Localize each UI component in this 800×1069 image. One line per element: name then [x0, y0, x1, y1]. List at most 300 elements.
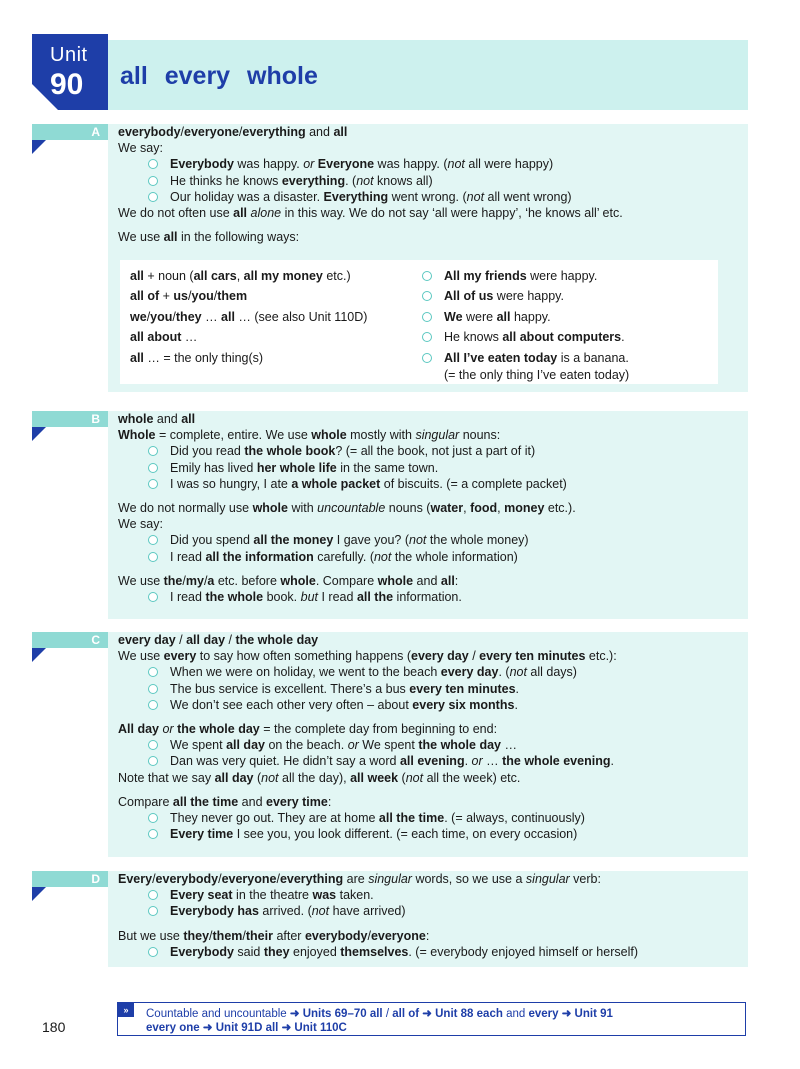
text-run: after	[272, 928, 305, 943]
text-run: we	[130, 309, 147, 324]
text-run: her whole life	[256, 460, 337, 475]
explanation-text	[118, 205, 738, 221]
text-run: /	[180, 125, 185, 139]
bullet-circle-icon	[148, 829, 158, 839]
usage-pattern	[130, 286, 420, 306]
text-run: Every	[118, 872, 153, 886]
text-run: everyone	[184, 125, 239, 139]
text-run: all of	[130, 289, 160, 304]
text-run: in this way. We do not say ‘all were happy’, ‘he knows all’ etc.	[281, 206, 623, 221]
example-sentence	[118, 903, 738, 919]
example-sentence	[118, 443, 738, 459]
text-run: whole	[252, 501, 288, 516]
text-run: ➜ Unit 110C	[281, 1022, 347, 1034]
text-run: /	[175, 633, 187, 647]
text-run: enjoyed	[289, 944, 341, 959]
text-run: I read	[318, 590, 357, 605]
text-run: We spent	[358, 738, 419, 753]
text-run: = the complete day from beginning to end:	[259, 722, 498, 737]
text-run: etc.):	[585, 649, 617, 664]
bullet-circle-icon	[148, 446, 158, 456]
usage-pattern	[130, 348, 420, 368]
text-run: ,	[236, 269, 244, 283]
text-run: every day	[440, 665, 499, 680]
text-run: We say:	[118, 141, 163, 156]
text-run: information.	[393, 590, 462, 605]
explanation-text	[118, 427, 738, 443]
spacer	[118, 713, 738, 721]
text-run: not	[311, 904, 330, 919]
text-run: …	[482, 754, 503, 769]
text-run: to say how often something happens (	[196, 649, 412, 664]
bullet-circle-icon	[148, 192, 158, 202]
badge-corner	[32, 84, 58, 110]
bullet-circle-icon	[148, 176, 158, 186]
bullet-circle-icon	[148, 700, 158, 710]
text-run: All I’ve eaten today	[444, 350, 558, 365]
text-run: They never go out. They are at home	[170, 811, 379, 826]
text-run: but	[300, 590, 319, 605]
unit-label: Unit	[50, 44, 88, 66]
text-run: Did you read	[170, 444, 245, 459]
text-run: ➜ Unit 91	[561, 1008, 613, 1020]
text-run: . (= always, continuously)	[444, 811, 585, 826]
text-run: Compare	[118, 794, 173, 809]
bullet-circle-icon	[148, 740, 158, 750]
text-run: was happy. (	[374, 157, 448, 172]
text-run: every day	[118, 633, 176, 647]
example-sentence	[118, 753, 738, 769]
text-run: not	[405, 770, 424, 785]
text-run: not	[447, 157, 465, 172]
explanation-text	[118, 794, 738, 810]
page-title: all every whole	[120, 62, 318, 90]
text-run: ➜ Unit 91D	[202, 1022, 263, 1034]
text-run: Everything	[323, 189, 389, 204]
explanation-text	[118, 140, 738, 156]
text-run: every six months	[412, 697, 515, 712]
spacer	[118, 786, 738, 794]
spacer	[118, 920, 738, 928]
cross-reference-line[interactable]	[146, 1006, 613, 1020]
text-run: Everyone	[317, 157, 375, 172]
text-run: you	[191, 289, 214, 304]
text-run: /	[146, 309, 151, 324]
text-run: . Compare	[315, 573, 378, 588]
text-run: not	[409, 533, 427, 548]
text-run: :	[454, 573, 459, 588]
text-run: .	[514, 697, 518, 712]
text-run: words, so we use a	[411, 872, 526, 886]
explanation-text	[118, 721, 738, 737]
text-run: all days)	[526, 665, 577, 680]
text-run: /	[367, 928, 371, 943]
text-run: each	[476, 1008, 503, 1020]
bullet-circle-icon	[422, 332, 432, 342]
text-run: book.	[263, 590, 301, 605]
text-run: went wrong. (	[388, 189, 467, 204]
explanation-text	[118, 500, 738, 516]
text-run: all week	[350, 770, 399, 785]
text-run: all day	[214, 770, 254, 785]
text-run: with	[287, 501, 318, 516]
explanation-text	[118, 928, 738, 944]
explanation-text	[118, 516, 738, 532]
text-run: Dan was very quiet. He didn’t say a word	[170, 754, 400, 769]
text-run: singular	[525, 872, 570, 886]
text-run: All day	[118, 722, 159, 737]
text-run: We use	[118, 649, 164, 664]
bullet-circle-icon	[148, 890, 158, 900]
text-run: taken.	[336, 888, 374, 903]
text-run: was happy.	[233, 157, 304, 172]
text-run: the whole day	[177, 722, 260, 737]
explanation-text	[118, 229, 738, 245]
text-run: all day	[226, 738, 265, 753]
text-run: not	[261, 770, 279, 785]
text-run: /	[468, 649, 480, 664]
text-run: every	[163, 649, 197, 664]
text-run: We use	[118, 573, 164, 588]
bullet-circle-icon	[422, 271, 432, 281]
text-run: everyone	[221, 872, 277, 886]
text-run: and	[305, 125, 334, 139]
bullet-circle-icon	[148, 756, 158, 766]
text-run: and	[153, 412, 182, 426]
text-run: /	[172, 309, 176, 324]
text-run: Note that we say	[118, 770, 215, 785]
text-run: all the money	[253, 533, 334, 548]
bullet-circle-icon	[148, 947, 158, 957]
text-run: = complete, entire. We use	[155, 428, 312, 443]
text-run: a	[207, 573, 215, 588]
text-run: + noun (	[143, 269, 194, 283]
text-run: /	[182, 573, 186, 588]
example-sentence	[118, 664, 738, 680]
usage-example	[420, 327, 716, 347]
bullet-circle-icon	[148, 552, 158, 562]
text-run: all the information	[205, 549, 314, 564]
text-run: Every seat	[170, 888, 233, 903]
bullet-circle-icon	[148, 479, 158, 489]
section-content	[118, 871, 738, 960]
section-content	[118, 124, 738, 245]
text-run: . (= everybody enjoyed himself or herself)	[408, 944, 638, 959]
text-run: all the day),	[278, 770, 351, 785]
text-run: the	[163, 573, 183, 588]
text-run: was	[312, 888, 337, 903]
section-tab-a: A	[32, 124, 108, 140]
example-sentence	[118, 156, 738, 172]
text-run: all cars	[193, 269, 237, 283]
text-run: all the time	[378, 811, 445, 826]
text-run: the whole money)	[426, 533, 529, 548]
example-sentence	[118, 887, 738, 903]
text-run: all	[440, 573, 455, 588]
text-run: All my friends	[444, 269, 527, 283]
text-run: We do not often use	[118, 206, 234, 221]
section-tab-b: B	[32, 411, 108, 427]
text-run: everything	[242, 125, 306, 139]
bullet-circle-icon	[148, 684, 158, 694]
text-run: When we were on holiday, we went to the beach	[170, 665, 441, 680]
text-run: He knows	[444, 330, 503, 345]
text-run: everything	[281, 173, 346, 188]
text-run: I read	[170, 590, 206, 605]
text-run: water	[430, 501, 464, 516]
text-run: they	[263, 944, 290, 959]
section-b	[32, 411, 748, 619]
section-c	[32, 632, 748, 857]
text-run: :	[327, 794, 332, 809]
example-sentence	[118, 532, 738, 548]
text-run: whole	[280, 573, 316, 588]
text-run: Emily has lived	[170, 460, 257, 475]
text-run: ➜ Units 69–70	[289, 1008, 367, 1020]
text-run: /	[238, 125, 243, 139]
section-tab-c: C	[32, 632, 108, 648]
text-run: all of	[392, 1008, 420, 1020]
usage-example-note: (= the only thing I’ve eaten today)	[444, 368, 630, 383]
explanation-text	[118, 648, 738, 664]
bullet-circle-icon	[148, 667, 158, 677]
table-right-column	[420, 266, 716, 383]
usage-table	[120, 260, 718, 384]
text-run: not	[356, 173, 374, 188]
text-run: verb:	[569, 872, 601, 886]
explanation-text	[118, 573, 738, 589]
text-run: them	[217, 289, 248, 304]
explanation-text	[118, 770, 738, 786]
text-run: the whole information)	[391, 549, 518, 564]
text-run: all were happy)	[464, 157, 554, 172]
text-run: All of us	[444, 289, 494, 304]
text-run: /	[213, 289, 218, 304]
text-run: :	[425, 928, 430, 943]
example-sentence	[118, 737, 738, 753]
text-run: not	[466, 189, 485, 204]
text-run: Everybody	[170, 157, 234, 172]
page-number: 180	[42, 1019, 66, 1035]
text-run: arrived. (	[258, 904, 312, 919]
text-run: (	[253, 770, 262, 785]
text-run: nouns:	[459, 428, 501, 443]
usage-example	[420, 286, 716, 306]
text-run: a whole packet	[291, 476, 381, 491]
text-run: all	[265, 1022, 279, 1034]
text-run: or	[162, 722, 174, 737]
text-run: were happy.	[493, 289, 564, 304]
text-run: Did you spend	[170, 533, 254, 548]
text-run: Everybody	[170, 944, 234, 959]
text-run: whole	[377, 573, 414, 588]
text-run: in the following ways:	[177, 230, 300, 245]
text-run: ➜ Unit 88	[422, 1008, 474, 1020]
text-run: . (	[498, 665, 510, 680]
text-run: every one	[146, 1022, 200, 1034]
text-run: all	[333, 125, 348, 139]
text-run: their	[245, 928, 273, 943]
double-arrow-icon: »	[118, 1003, 134, 1017]
text-run: the whole day	[418, 738, 501, 753]
text-run: every time	[266, 794, 328, 809]
text-run: We use	[118, 230, 164, 245]
text-run: in the same town.	[336, 460, 439, 475]
text-run: Every time	[170, 827, 234, 842]
text-run: /	[242, 928, 246, 943]
text-run: and	[413, 573, 441, 588]
text-run: We do not normally use	[118, 501, 253, 516]
text-run: ? (= all the book, not just a part of it)	[335, 444, 536, 459]
text-run: alone	[250, 206, 282, 221]
text-run: every ten minutes	[409, 681, 516, 696]
text-run: all	[221, 309, 235, 324]
text-run: is a banana.	[557, 350, 629, 365]
text-run: whole	[118, 412, 154, 426]
text-run: Our holiday was a disaster.	[170, 189, 324, 204]
section-heading	[118, 871, 738, 887]
text-run: of biscuits. (= a complete packet)	[380, 476, 567, 491]
text-run: they	[183, 928, 210, 943]
text-run: and	[238, 794, 266, 809]
unit-badge	[32, 34, 108, 110]
text-run: everything	[279, 872, 344, 886]
text-run: The bus service is excellent. There’s a bus	[170, 681, 410, 696]
text-run: they	[175, 309, 202, 324]
text-run: money	[504, 501, 545, 516]
text-run: …	[501, 738, 517, 753]
text-run: We don’t see each other very often – about	[170, 697, 413, 712]
cross-reference-line[interactable]	[146, 1020, 347, 1034]
text-run: singular	[368, 872, 412, 886]
text-run: all	[181, 412, 196, 426]
text-run: everyone	[370, 928, 426, 943]
example-sentence	[118, 826, 738, 842]
text-run: uncountable	[317, 501, 386, 516]
example-sentence	[118, 589, 738, 605]
text-run: all the time	[172, 794, 239, 809]
section-heading	[118, 411, 738, 427]
text-run: on the beach.	[264, 738, 348, 753]
example-sentence	[118, 189, 738, 205]
text-run: I read	[170, 549, 206, 564]
bullet-circle-icon	[148, 592, 158, 602]
text-run: I gave you? (	[333, 533, 410, 548]
text-run: Countable and uncountable	[146, 1008, 290, 1020]
bullet-circle-icon	[422, 312, 432, 322]
usage-example	[420, 307, 716, 327]
text-run: mostly with	[346, 428, 416, 443]
usage-pattern	[130, 327, 420, 347]
text-run: We	[444, 309, 463, 324]
text-run: all the	[356, 590, 394, 605]
text-run: etc.).	[544, 501, 576, 516]
text-run: …	[181, 330, 198, 345]
text-run: I was so hungry, I ate	[170, 476, 292, 491]
usage-pattern	[130, 266, 420, 286]
text-run: (	[398, 770, 406, 785]
text-run: But we use	[118, 928, 184, 943]
bullet-circle-icon	[148, 906, 158, 916]
cross-reference-box	[117, 1002, 746, 1036]
usage-pattern	[130, 307, 420, 327]
text-run: all my money	[243, 269, 323, 283]
text-run: happy.	[510, 309, 551, 324]
section-a	[32, 124, 748, 392]
text-run: all day	[186, 633, 226, 647]
section-tab-d: D	[32, 871, 108, 887]
text-run: /	[225, 633, 236, 647]
text-run: all	[496, 309, 511, 324]
text-run: are	[343, 872, 369, 886]
text-run: all about	[130, 330, 182, 345]
text-run: ,	[463, 501, 471, 516]
text-run: food	[470, 501, 498, 516]
text-run: …	[201, 309, 222, 324]
text-run: all	[130, 269, 144, 283]
text-run: the whole book	[244, 444, 336, 459]
text-run: everybody	[304, 928, 368, 943]
text-run: /	[152, 872, 156, 886]
section-content	[118, 411, 738, 605]
text-run: .	[610, 754, 614, 769]
text-run: the whole day	[235, 633, 319, 647]
text-run: etc.)	[322, 269, 351, 283]
example-sentence	[118, 944, 738, 960]
section-heading	[118, 124, 738, 140]
text-run: not	[373, 549, 392, 564]
text-run: or	[471, 754, 483, 769]
example-sentence	[118, 681, 738, 697]
usage-example	[420, 266, 716, 286]
text-run: etc. before	[214, 573, 281, 588]
text-run: carefully. (	[313, 549, 374, 564]
text-run: were happy.	[526, 269, 598, 283]
text-run: my	[185, 573, 204, 588]
text-run: ,	[497, 501, 505, 516]
text-run: /	[382, 1008, 393, 1020]
example-sentence	[118, 460, 738, 476]
text-run: have arrived)	[329, 904, 406, 919]
spacer	[118, 565, 738, 573]
text-run: We say:	[118, 517, 163, 532]
text-run: all	[130, 350, 144, 365]
text-run: every	[528, 1008, 559, 1020]
text-run: .	[464, 754, 472, 769]
section-heading	[118, 632, 738, 648]
bullet-circle-icon	[148, 535, 158, 545]
text-run: or	[303, 157, 315, 172]
text-run: … (see also Unit 110D)	[234, 309, 368, 324]
bullet-circle-icon	[422, 291, 432, 301]
text-run: Whole	[118, 428, 156, 443]
bullet-circle-icon	[422, 353, 432, 363]
text-run: and	[502, 1008, 529, 1020]
text-run: We spent	[170, 738, 227, 753]
example-sentence	[118, 810, 738, 826]
text-run: … = the only thing(s)	[143, 350, 264, 365]
section-d	[32, 871, 748, 967]
text-run: all	[233, 206, 248, 221]
text-run: you	[150, 309, 173, 324]
text-run: whole	[311, 428, 347, 443]
usage-example	[420, 348, 716, 368]
text-run: all went wrong)	[484, 189, 572, 204]
unit-number: 90	[50, 68, 84, 101]
text-run: all the week) etc.	[423, 770, 521, 785]
text-run: /	[218, 872, 222, 886]
example-sentence	[118, 173, 738, 189]
